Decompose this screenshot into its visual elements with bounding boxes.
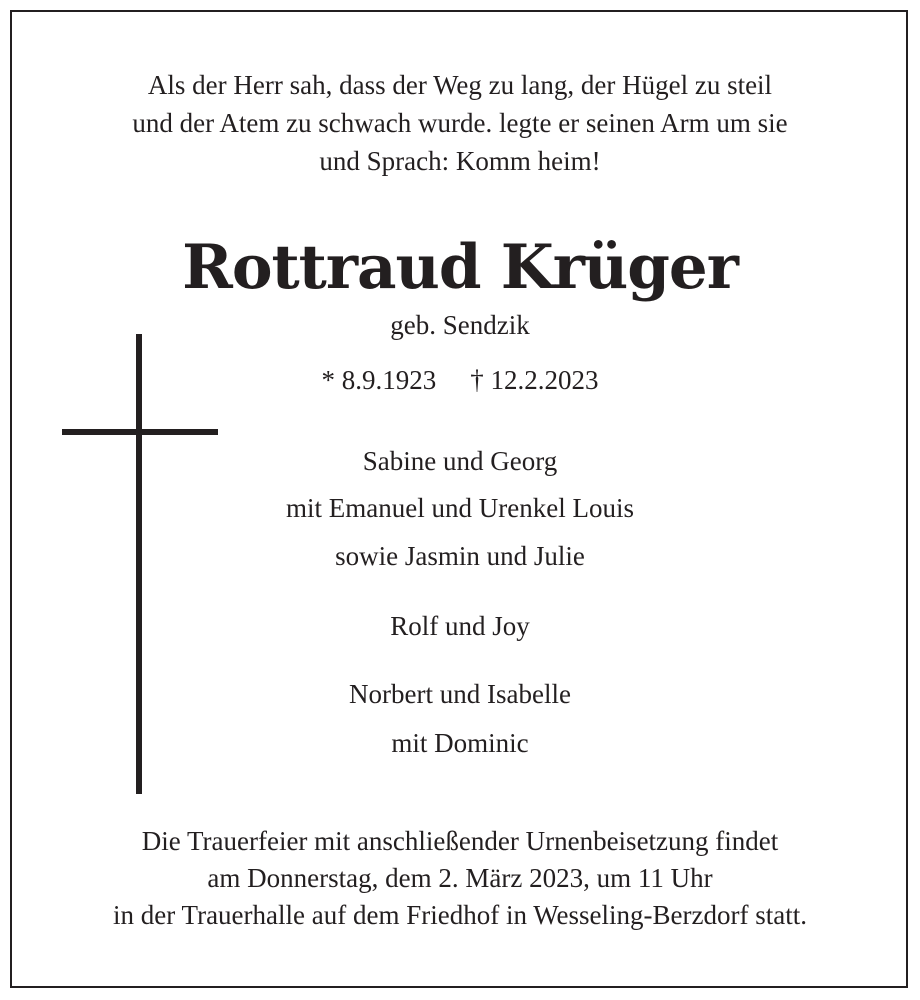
maiden-name: geb. Sendzik [390, 310, 530, 340]
verse-line-3: und Sprach: Komm heim! [319, 146, 601, 176]
mourner-line: mit Emanuel und Urenkel Louis [286, 493, 634, 523]
deceased-name: Rottraud Krüger [182, 232, 738, 303]
birth-date: * 8.9.1923 [321, 365, 437, 395]
mourner-line: Rolf und Joy [390, 611, 530, 641]
verse-line-1: Als der Herr sah, dass der Weg zu lang, der Hügel zu steil [147, 70, 773, 100]
mourner-line: mit Dominic [391, 728, 529, 758]
death-date: † 12.2.2023 [470, 365, 599, 395]
service-line-1: Die Trauerfeier mit anschließender Urnenbeisetzung findet [141, 826, 779, 856]
service-line-3: in der Trauerhalle auf dem Friedhof in Wesseling-Berzdorf statt. [113, 900, 807, 930]
mourner-line: Sabine und Georg [362, 446, 558, 476]
verse-line-2: und der Atem zu schwach wurde. legte er seinen Arm um sie [132, 108, 788, 138]
mourner-line: sowie Jasmin und Julie [335, 541, 585, 571]
service-info [0, 823, 920, 934]
mourner-line: Norbert und Isabelle [349, 679, 571, 709]
verse [0, 66, 920, 180]
service-line-2: am Donnerstag, dem 2. März 2023, um 11 Uhr [207, 863, 713, 893]
